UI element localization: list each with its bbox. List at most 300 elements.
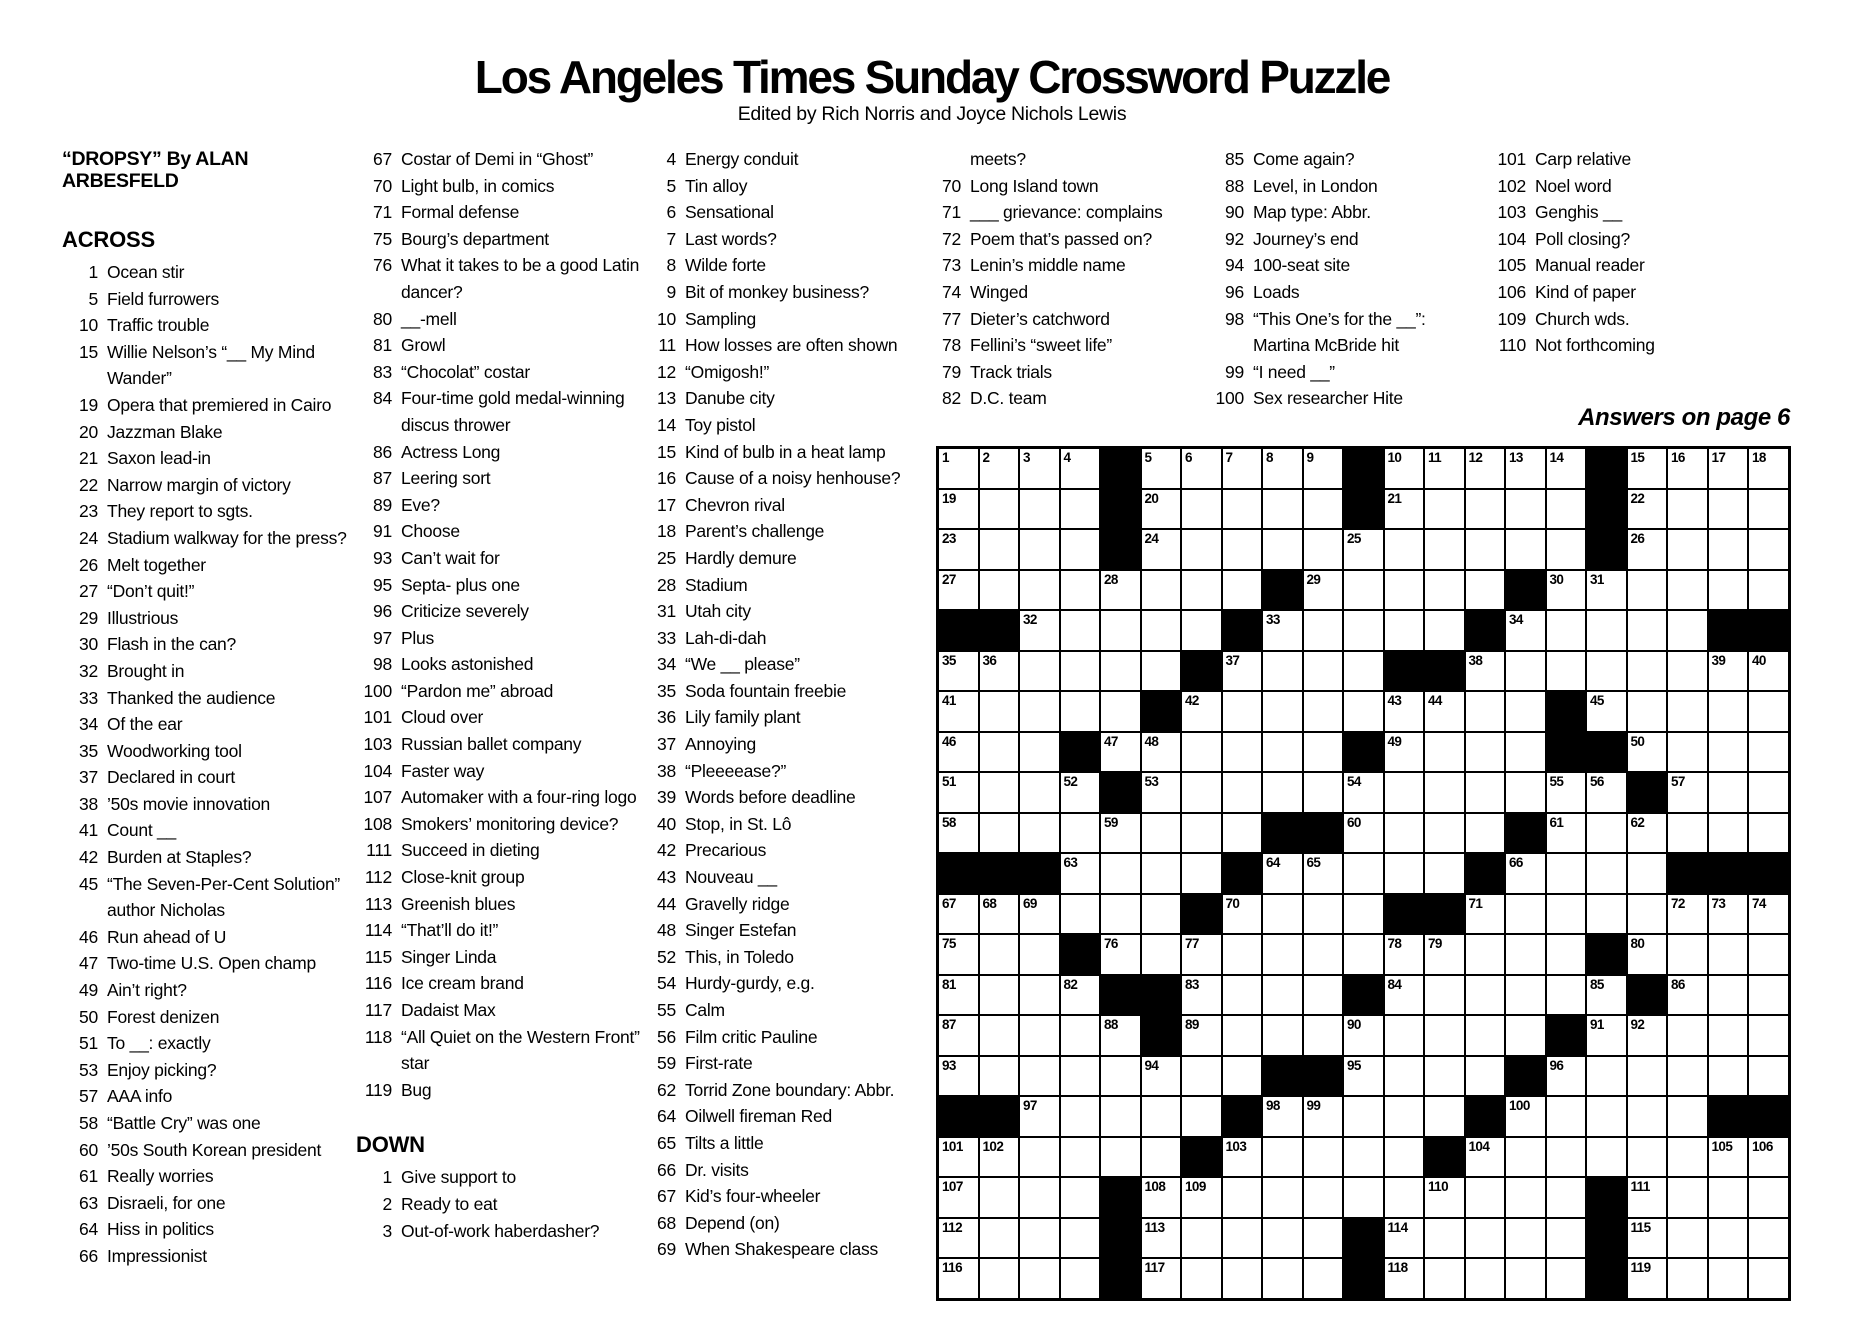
cell-r21c16[interactable]	[1547, 1259, 1586, 1298]
cell-r18c19[interactable]	[1668, 1138, 1707, 1177]
cell-r4c7[interactable]	[1182, 571, 1221, 610]
cell-r4c1[interactable]	[939, 571, 978, 610]
cell-r9c7[interactable]	[1182, 773, 1221, 812]
cell-r21c6[interactable]	[1142, 1259, 1181, 1298]
cell-r1c18[interactable]	[1628, 449, 1667, 488]
cell-r8c10[interactable]	[1304, 733, 1343, 772]
cell-r7c13[interactable]	[1425, 692, 1464, 731]
cell-r20c2[interactable]	[980, 1219, 1019, 1258]
cell-r19c20[interactable]	[1709, 1178, 1748, 1217]
cell-r14c21[interactable]	[1749, 976, 1788, 1015]
cell-r2c2[interactable]	[980, 490, 1019, 529]
cell-r14c2[interactable]	[980, 976, 1019, 1015]
cell-r20c6[interactable]	[1142, 1219, 1181, 1258]
cell-r19c3[interactable]	[1020, 1178, 1059, 1217]
cell-r8c18[interactable]	[1628, 733, 1667, 772]
cell-r18c21[interactable]	[1749, 1138, 1788, 1177]
cell-r2c4[interactable]	[1061, 490, 1100, 529]
cell-r20c3[interactable]	[1020, 1219, 1059, 1258]
cell-r6c8[interactable]	[1223, 652, 1262, 691]
cell-r19c4[interactable]	[1061, 1178, 1100, 1217]
cell-r6c1[interactable]	[939, 652, 978, 691]
cell-r1c8[interactable]	[1223, 449, 1262, 488]
cell-r10c14[interactable]	[1466, 814, 1505, 853]
cell-r20c10[interactable]	[1304, 1219, 1343, 1258]
cell-r13c7[interactable]	[1182, 935, 1221, 974]
cell-r18c10[interactable]	[1304, 1138, 1343, 1177]
cell-r21c3[interactable]	[1020, 1259, 1059, 1298]
cell-r19c11[interactable]	[1344, 1178, 1383, 1217]
cell-r2c20[interactable]	[1709, 490, 1748, 529]
cell-r14c10[interactable]	[1304, 976, 1343, 1015]
cell-r8c6[interactable]	[1142, 733, 1181, 772]
cell-r11c11[interactable]	[1344, 854, 1383, 893]
cell-r2c14[interactable]	[1466, 490, 1505, 529]
cell-r4c3[interactable]	[1020, 571, 1059, 610]
cell-r14c15[interactable]	[1506, 976, 1545, 1015]
cell-r18c6[interactable]	[1142, 1138, 1181, 1177]
cell-r1c20[interactable]	[1709, 449, 1748, 488]
cell-r8c5[interactable]	[1101, 733, 1140, 772]
cell-r21c2[interactable]	[980, 1259, 1019, 1298]
cell-r9c21[interactable]	[1749, 773, 1788, 812]
cell-r7c9[interactable]	[1263, 692, 1302, 731]
cell-r9c11[interactable]	[1344, 773, 1383, 812]
cell-r9c8[interactable]	[1223, 773, 1262, 812]
cell-r10c2[interactable]	[980, 814, 1019, 853]
cell-r17c18[interactable]	[1628, 1097, 1667, 1136]
cell-r14c9[interactable]	[1263, 976, 1302, 1015]
cell-r4c14[interactable]	[1466, 571, 1505, 610]
cell-r5c16[interactable]	[1547, 611, 1586, 650]
cell-r11c5[interactable]	[1101, 854, 1140, 893]
cell-r7c20[interactable]	[1709, 692, 1748, 731]
cell-r17c3[interactable]	[1020, 1097, 1059, 1136]
cell-r18c5[interactable]	[1101, 1138, 1140, 1177]
cell-r20c16[interactable]	[1547, 1219, 1586, 1258]
cell-r16c21[interactable]	[1749, 1057, 1788, 1096]
cell-r7c21[interactable]	[1749, 692, 1788, 731]
cell-r18c8[interactable]	[1223, 1138, 1262, 1177]
cell-r12c9[interactable]	[1263, 895, 1302, 934]
cell-r2c10[interactable]	[1304, 490, 1343, 529]
cell-r19c10[interactable]	[1304, 1178, 1343, 1217]
cell-r13c5[interactable]	[1101, 935, 1140, 974]
cell-r21c15[interactable]	[1506, 1259, 1545, 1298]
cell-r5c19[interactable]	[1668, 611, 1707, 650]
cell-r6c17[interactable]	[1587, 652, 1626, 691]
cell-r15c18[interactable]	[1628, 1016, 1667, 1055]
cell-r16c2[interactable]	[980, 1057, 1019, 1096]
cell-r5c10[interactable]	[1304, 611, 1343, 650]
cell-r16c18[interactable]	[1628, 1057, 1667, 1096]
cell-r5c7[interactable]	[1182, 611, 1221, 650]
cell-r14c14[interactable]	[1466, 976, 1505, 1015]
cell-r13c19[interactable]	[1668, 935, 1707, 974]
cell-r10c1[interactable]	[939, 814, 978, 853]
cell-r9c20[interactable]	[1709, 773, 1748, 812]
cell-r13c3[interactable]	[1020, 935, 1059, 974]
cell-r20c8[interactable]	[1223, 1219, 1262, 1258]
cell-r10c20[interactable]	[1709, 814, 1748, 853]
cell-r15c21[interactable]	[1749, 1016, 1788, 1055]
cell-r15c3[interactable]	[1020, 1016, 1059, 1055]
cell-r20c14[interactable]	[1466, 1219, 1505, 1258]
cell-r3c15[interactable]	[1506, 530, 1545, 569]
cell-r14c7[interactable]	[1182, 976, 1221, 1015]
cell-r16c17[interactable]	[1587, 1057, 1626, 1096]
cell-r18c12[interactable]	[1385, 1138, 1424, 1177]
cell-r9c3[interactable]	[1020, 773, 1059, 812]
cell-r19c16[interactable]	[1547, 1178, 1586, 1217]
cell-r7c14[interactable]	[1466, 692, 1505, 731]
cell-r15c4[interactable]	[1061, 1016, 1100, 1055]
cell-r7c2[interactable]	[980, 692, 1019, 731]
cell-r11c10[interactable]	[1304, 854, 1343, 893]
cell-r5c9[interactable]	[1263, 611, 1302, 650]
cell-r15c7[interactable]	[1182, 1016, 1221, 1055]
cell-r7c10[interactable]	[1304, 692, 1343, 731]
cell-r10c5[interactable]	[1101, 814, 1140, 853]
cell-r1c15[interactable]	[1506, 449, 1545, 488]
cell-r15c13[interactable]	[1425, 1016, 1464, 1055]
cell-r14c16[interactable]	[1547, 976, 1586, 1015]
cell-r6c10[interactable]	[1304, 652, 1343, 691]
cell-r1c19[interactable]	[1668, 449, 1707, 488]
cell-r4c4[interactable]	[1061, 571, 1100, 610]
cell-r19c18[interactable]	[1628, 1178, 1667, 1217]
cell-r4c16[interactable]	[1547, 571, 1586, 610]
cell-r4c10[interactable]	[1304, 571, 1343, 610]
cell-r9c6[interactable]	[1142, 773, 1181, 812]
cell-r18c2[interactable]	[980, 1138, 1019, 1177]
cell-r2c9[interactable]	[1263, 490, 1302, 529]
cell-r17c5[interactable]	[1101, 1097, 1140, 1136]
cell-r1c21[interactable]	[1749, 449, 1788, 488]
cell-r8c3[interactable]	[1020, 733, 1059, 772]
cell-r9c2[interactable]	[980, 773, 1019, 812]
cell-r5c13[interactable]	[1425, 611, 1464, 650]
cell-r2c8[interactable]	[1223, 490, 1262, 529]
cell-r11c12[interactable]	[1385, 854, 1424, 893]
cell-r1c13[interactable]	[1425, 449, 1464, 488]
cell-r9c4[interactable]	[1061, 773, 1100, 812]
cell-r3c16[interactable]	[1547, 530, 1586, 569]
cell-r1c1[interactable]	[939, 449, 978, 488]
cell-r3c9[interactable]	[1263, 530, 1302, 569]
cell-r20c7[interactable]	[1182, 1219, 1221, 1258]
cell-r6c6[interactable]	[1142, 652, 1181, 691]
cell-r14c17[interactable]	[1587, 976, 1626, 1015]
cell-r21c21[interactable]	[1749, 1259, 1788, 1298]
cell-r9c1[interactable]	[939, 773, 978, 812]
cell-r19c13[interactable]	[1425, 1178, 1464, 1217]
cell-r8c19[interactable]	[1668, 733, 1707, 772]
cell-r3c4[interactable]	[1061, 530, 1100, 569]
cell-r16c16[interactable]	[1547, 1057, 1586, 1096]
cell-r8c21[interactable]	[1749, 733, 1788, 772]
cell-r20c15[interactable]	[1506, 1219, 1545, 1258]
cell-r16c3[interactable]	[1020, 1057, 1059, 1096]
cell-r18c11[interactable]	[1344, 1138, 1383, 1177]
cell-r16c13[interactable]	[1425, 1057, 1464, 1096]
cell-r18c14[interactable]	[1466, 1138, 1505, 1177]
cell-r11c4[interactable]	[1061, 854, 1100, 893]
cell-r12c18[interactable]	[1628, 895, 1667, 934]
cell-r8c13[interactable]	[1425, 733, 1464, 772]
cell-r15c10[interactable]	[1304, 1016, 1343, 1055]
cell-r9c14[interactable]	[1466, 773, 1505, 812]
cell-r17c17[interactable]	[1587, 1097, 1626, 1136]
cell-r16c5[interactable]	[1101, 1057, 1140, 1096]
cell-r11c6[interactable]	[1142, 854, 1181, 893]
cell-r15c20[interactable]	[1709, 1016, 1748, 1055]
cell-r8c8[interactable]	[1223, 733, 1262, 772]
cell-r9c16[interactable]	[1547, 773, 1586, 812]
cell-r7c5[interactable]	[1101, 692, 1140, 731]
cell-r8c20[interactable]	[1709, 733, 1748, 772]
cell-r13c1[interactable]	[939, 935, 978, 974]
cell-r15c19[interactable]	[1668, 1016, 1707, 1055]
cell-r17c10[interactable]	[1304, 1097, 1343, 1136]
cell-r16c19[interactable]	[1668, 1057, 1707, 1096]
cell-r8c15[interactable]	[1506, 733, 1545, 772]
cell-r12c2[interactable]	[980, 895, 1019, 934]
cell-r21c9[interactable]	[1263, 1259, 1302, 1298]
cell-r6c2[interactable]	[980, 652, 1019, 691]
cell-r12c14[interactable]	[1466, 895, 1505, 934]
cell-r13c11[interactable]	[1344, 935, 1383, 974]
cell-r3c1[interactable]	[939, 530, 978, 569]
cell-r11c7[interactable]	[1182, 854, 1221, 893]
cell-r8c9[interactable]	[1263, 733, 1302, 772]
cell-r8c1[interactable]	[939, 733, 978, 772]
cell-r12c16[interactable]	[1547, 895, 1586, 934]
cell-r10c8[interactable]	[1223, 814, 1262, 853]
cell-r21c19[interactable]	[1668, 1259, 1707, 1298]
cell-r13c2[interactable]	[980, 935, 1019, 974]
cell-r16c12[interactable]	[1385, 1057, 1424, 1096]
cell-r18c9[interactable]	[1263, 1138, 1302, 1177]
cell-r17c4[interactable]	[1061, 1097, 1100, 1136]
cell-r7c8[interactable]	[1223, 692, 1262, 731]
cell-r21c12[interactable]	[1385, 1259, 1424, 1298]
cell-r7c3[interactable]	[1020, 692, 1059, 731]
cell-r11c13[interactable]	[1425, 854, 1464, 893]
cell-r7c17[interactable]	[1587, 692, 1626, 731]
cell-r12c3[interactable]	[1020, 895, 1059, 934]
cell-r21c8[interactable]	[1223, 1259, 1262, 1298]
cell-r18c20[interactable]	[1709, 1138, 1748, 1177]
cell-r15c2[interactable]	[980, 1016, 1019, 1055]
cell-r16c11[interactable]	[1344, 1057, 1383, 1096]
cell-r3c3[interactable]	[1020, 530, 1059, 569]
cell-r4c11[interactable]	[1344, 571, 1383, 610]
cell-r3c13[interactable]	[1425, 530, 1464, 569]
cell-r14c8[interactable]	[1223, 976, 1262, 1015]
cell-r5c5[interactable]	[1101, 611, 1140, 650]
cell-r19c14[interactable]	[1466, 1178, 1505, 1217]
cell-r3c8[interactable]	[1223, 530, 1262, 569]
cell-r2c19[interactable]	[1668, 490, 1707, 529]
cell-r3c2[interactable]	[980, 530, 1019, 569]
cell-r12c8[interactable]	[1223, 895, 1262, 934]
cell-r4c20[interactable]	[1709, 571, 1748, 610]
cell-r19c15[interactable]	[1506, 1178, 1545, 1217]
cell-r4c13[interactable]	[1425, 571, 1464, 610]
cell-r12c5[interactable]	[1101, 895, 1140, 934]
cell-r15c15[interactable]	[1506, 1016, 1545, 1055]
cell-r18c15[interactable]	[1506, 1138, 1545, 1177]
cell-r7c15[interactable]	[1506, 692, 1545, 731]
cell-r9c17[interactable]	[1587, 773, 1626, 812]
cell-r13c14[interactable]	[1466, 935, 1505, 974]
cell-r10c6[interactable]	[1142, 814, 1181, 853]
cell-r15c8[interactable]	[1223, 1016, 1262, 1055]
cell-r10c11[interactable]	[1344, 814, 1383, 853]
cell-r1c9[interactable]	[1263, 449, 1302, 488]
cell-r6c5[interactable]	[1101, 652, 1140, 691]
cell-r3c7[interactable]	[1182, 530, 1221, 569]
cell-r20c13[interactable]	[1425, 1219, 1464, 1258]
cell-r19c1[interactable]	[939, 1178, 978, 1217]
cell-r18c17[interactable]	[1587, 1138, 1626, 1177]
cell-r13c10[interactable]	[1304, 935, 1343, 974]
cell-r1c4[interactable]	[1061, 449, 1100, 488]
cell-r13c8[interactable]	[1223, 935, 1262, 974]
cell-r5c17[interactable]	[1587, 611, 1626, 650]
cell-r5c12[interactable]	[1385, 611, 1424, 650]
cell-r10c12[interactable]	[1385, 814, 1424, 853]
cell-r12c6[interactable]	[1142, 895, 1181, 934]
cell-r18c3[interactable]	[1020, 1138, 1059, 1177]
cell-r18c18[interactable]	[1628, 1138, 1667, 1177]
cell-r9c13[interactable]	[1425, 773, 1464, 812]
cell-r10c17[interactable]	[1587, 814, 1626, 853]
cell-r2c12[interactable]	[1385, 490, 1424, 529]
cell-r18c4[interactable]	[1061, 1138, 1100, 1177]
cell-r7c7[interactable]	[1182, 692, 1221, 731]
cell-r19c21[interactable]	[1749, 1178, 1788, 1217]
cell-r10c7[interactable]	[1182, 814, 1221, 853]
cell-r6c15[interactable]	[1506, 652, 1545, 691]
cell-r19c12[interactable]	[1385, 1178, 1424, 1217]
cell-r20c20[interactable]	[1709, 1219, 1748, 1258]
cell-r16c8[interactable]	[1223, 1057, 1262, 1096]
cell-r2c16[interactable]	[1547, 490, 1586, 529]
cell-r14c13[interactable]	[1425, 976, 1464, 1015]
cell-r8c12[interactable]	[1385, 733, 1424, 772]
cell-r19c7[interactable]	[1182, 1178, 1221, 1217]
cell-r19c19[interactable]	[1668, 1178, 1707, 1217]
cell-r3c10[interactable]	[1304, 530, 1343, 569]
cell-r8c2[interactable]	[980, 733, 1019, 772]
cell-r4c19[interactable]	[1668, 571, 1707, 610]
cell-r7c18[interactable]	[1628, 692, 1667, 731]
cell-r4c6[interactable]	[1142, 571, 1181, 610]
cell-r6c18[interactable]	[1628, 652, 1667, 691]
cell-r19c9[interactable]	[1263, 1178, 1302, 1217]
cell-r2c18[interactable]	[1628, 490, 1667, 529]
cell-r1c14[interactable]	[1466, 449, 1505, 488]
cell-r3c11[interactable]	[1344, 530, 1383, 569]
cell-r5c4[interactable]	[1061, 611, 1100, 650]
cell-r20c9[interactable]	[1263, 1219, 1302, 1258]
cell-r3c18[interactable]	[1628, 530, 1667, 569]
cell-r3c21[interactable]	[1749, 530, 1788, 569]
cell-r12c20[interactable]	[1709, 895, 1748, 934]
cell-r5c15[interactable]	[1506, 611, 1545, 650]
cell-r17c6[interactable]	[1142, 1097, 1181, 1136]
cell-r5c18[interactable]	[1628, 611, 1667, 650]
cell-r3c6[interactable]	[1142, 530, 1181, 569]
cell-r14c12[interactable]	[1385, 976, 1424, 1015]
cell-r21c18[interactable]	[1628, 1259, 1667, 1298]
cell-r3c12[interactable]	[1385, 530, 1424, 569]
cell-r20c12[interactable]	[1385, 1219, 1424, 1258]
cell-r1c7[interactable]	[1182, 449, 1221, 488]
cell-r8c14[interactable]	[1466, 733, 1505, 772]
cell-r17c19[interactable]	[1668, 1097, 1707, 1136]
cell-r4c12[interactable]	[1385, 571, 1424, 610]
cell-r10c3[interactable]	[1020, 814, 1059, 853]
cell-r4c17[interactable]	[1587, 571, 1626, 610]
cell-r6c19[interactable]	[1668, 652, 1707, 691]
cell-r11c15[interactable]	[1506, 854, 1545, 893]
cell-r13c9[interactable]	[1263, 935, 1302, 974]
cell-r14c20[interactable]	[1709, 976, 1748, 1015]
cell-r12c19[interactable]	[1668, 895, 1707, 934]
cell-r12c10[interactable]	[1304, 895, 1343, 934]
cell-r21c10[interactable]	[1304, 1259, 1343, 1298]
cell-r20c4[interactable]	[1061, 1219, 1100, 1258]
cell-r21c4[interactable]	[1061, 1259, 1100, 1298]
cell-r10c19[interactable]	[1668, 814, 1707, 853]
cell-r6c21[interactable]	[1749, 652, 1788, 691]
cell-r17c9[interactable]	[1263, 1097, 1302, 1136]
cell-r9c19[interactable]	[1668, 773, 1707, 812]
cell-r7c19[interactable]	[1668, 692, 1707, 731]
cell-r4c5[interactable]	[1101, 571, 1140, 610]
cell-r13c6[interactable]	[1142, 935, 1181, 974]
cell-r7c12[interactable]	[1385, 692, 1424, 731]
cell-r9c10[interactable]	[1304, 773, 1343, 812]
cell-r20c19[interactable]	[1668, 1219, 1707, 1258]
cell-r2c13[interactable]	[1425, 490, 1464, 529]
cell-r6c20[interactable]	[1709, 652, 1748, 691]
cell-r11c17[interactable]	[1587, 854, 1626, 893]
cell-r10c13[interactable]	[1425, 814, 1464, 853]
cell-r15c1[interactable]	[939, 1016, 978, 1055]
cell-r7c11[interactable]	[1344, 692, 1383, 731]
cell-r5c11[interactable]	[1344, 611, 1383, 650]
cell-r5c6[interactable]	[1142, 611, 1181, 650]
cell-r13c16[interactable]	[1547, 935, 1586, 974]
cell-r6c14[interactable]	[1466, 652, 1505, 691]
cell-r2c7[interactable]	[1182, 490, 1221, 529]
cell-r4c2[interactable]	[980, 571, 1019, 610]
cell-r14c19[interactable]	[1668, 976, 1707, 1015]
cell-r15c5[interactable]	[1101, 1016, 1140, 1055]
cell-r15c12[interactable]	[1385, 1016, 1424, 1055]
cell-r14c1[interactable]	[939, 976, 978, 1015]
cell-r14c3[interactable]	[1020, 976, 1059, 1015]
cell-r17c7[interactable]	[1182, 1097, 1221, 1136]
cell-r20c21[interactable]	[1749, 1219, 1788, 1258]
cell-r13c20[interactable]	[1709, 935, 1748, 974]
cell-r21c7[interactable]	[1182, 1259, 1221, 1298]
cell-r18c16[interactable]	[1547, 1138, 1586, 1177]
